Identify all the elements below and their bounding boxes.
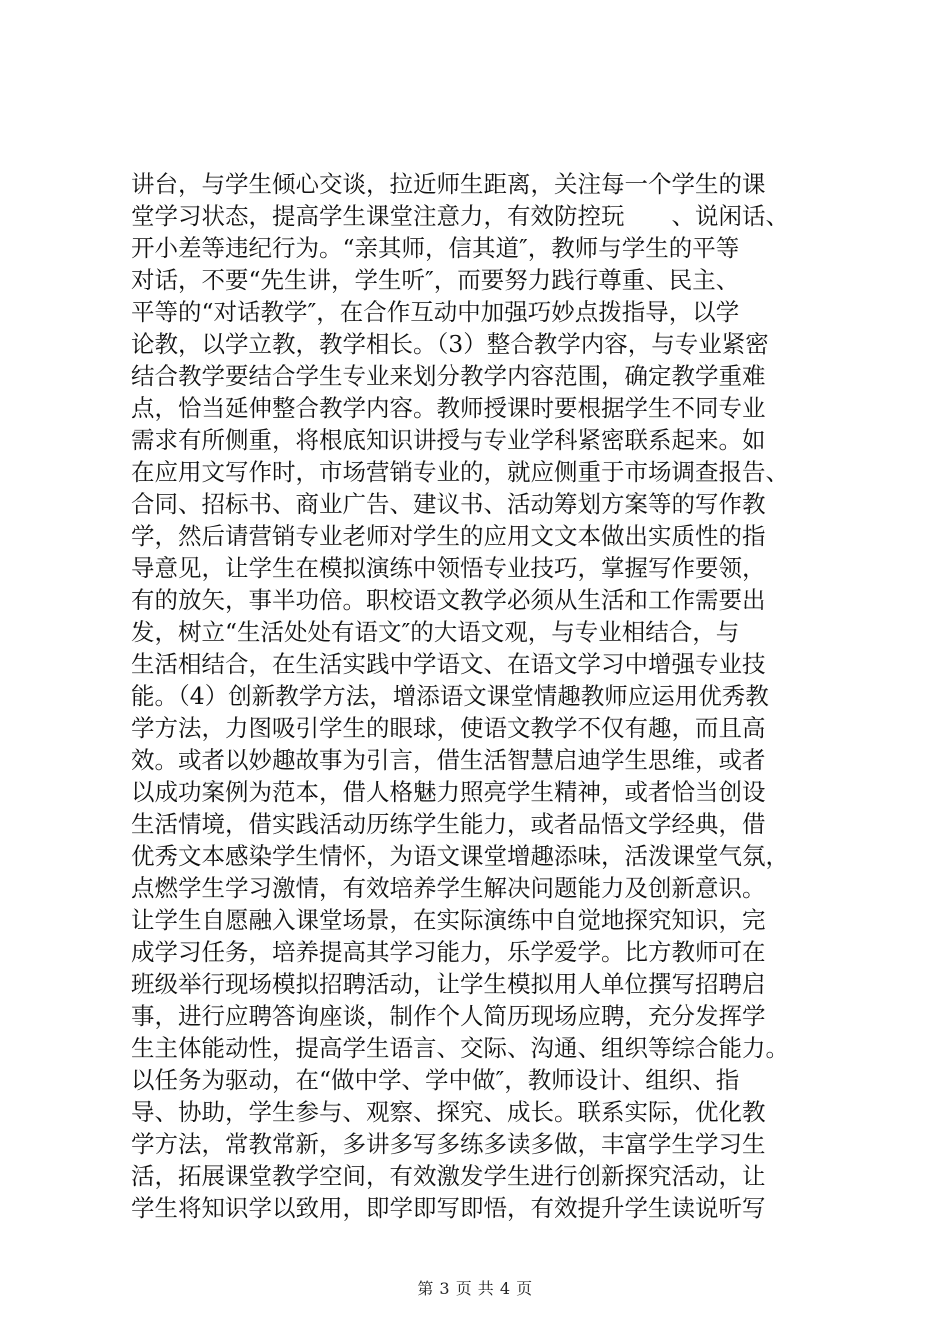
text-line: 有的放矢，事半功倍。职校语文教学必须从生活和工作需要出 xyxy=(131,586,766,614)
text-line: 在应用文写作时，市场营销专业的，就应侧重于市场调查报告、 xyxy=(131,458,789,486)
text-line: 优秀文本感染学生情怀，为语文课堂增趣添味，活泼课堂气氛， xyxy=(131,842,789,870)
text-line: 堂学习状态，提高学生课堂注意力，有效防控玩 、说闲话、 xyxy=(131,202,789,230)
text-line: 学生将知识学以致用，即学即写即悟，有效提升学生读说听写 xyxy=(131,1194,766,1222)
text-line: 合同、招标书、商业广告、建议书、活动筹划方案等的写作教 xyxy=(131,490,766,518)
text-line: 以任务为驱动，在“做中学、学中做″，教师设计、组织、指 xyxy=(131,1066,740,1094)
page-footer: 第 3 页 共 4 页 xyxy=(417,1279,533,1298)
text-line: 论教，以学立教，教学相长。（3）整合教学内容，与专业紧密 xyxy=(131,330,769,358)
text-line: 学方法，力图吸引学生的眼球，使语文教学不仅有趣，而且高 xyxy=(131,714,766,742)
text-line: 让学生自愿融入课堂场景，在实际演练中自觉地探究知识，完 xyxy=(131,906,766,934)
text-line: 平等的“对话教学″，在合作互动中加强巧妙点拨指导，以学 xyxy=(131,298,740,326)
text-line: 需求有所侧重，将根底知识讲授与专业学科紧密联系起来。如 xyxy=(131,426,766,454)
body-text xyxy=(131,168,836,1224)
text-line: 班级举行现场模拟招聘活动，让学生模拟用人单位撰写招聘启 xyxy=(131,970,766,998)
text-line: 事，进行应聘答询座谈，制作个人简历现场应聘，充分发挥学 xyxy=(131,1002,766,1030)
text-line: 成学习任务，培养提高其学习能力，乐学爱学。比方教师可在 xyxy=(131,938,766,966)
text-line: 导意见，让学生在模拟演练中领悟专业技巧，掌握写作要领， xyxy=(131,554,766,582)
text-line: 结合教学要结合学生专业来划分教学内容范围，确定教学重难 xyxy=(131,362,766,390)
text-line: 点燃学生学习激情，有效培养学生解决问题能力及创新意识。 xyxy=(131,874,766,902)
text-line: 能。（4）创新教学方法，增添语文课堂情趣教师应运用优秀教 xyxy=(131,682,769,710)
text-line: 学，然后请营销专业老师对学生的应用文文本做出实质性的指 xyxy=(131,522,766,550)
text-line: 点，恰当延伸整合教学内容。教师授课时要根据学生不同专业 xyxy=(131,394,766,422)
text-line: 生活相结合，在生活实践中学语文、在语文学习中增强专业技 xyxy=(131,650,766,678)
text-line: 发，树立“生活处处有语文″的大语文观，与专业相结合，与 xyxy=(131,618,740,646)
text-line: 开小差等违纪行为。“亲其师，信其道″，教师与学生的平等 xyxy=(131,234,740,262)
text-line: 生主体能动性，提高学生语言、交际、沟通、组织等综合能力。 xyxy=(131,1034,789,1062)
text-line: 导、协助，学生参与、观察、探究、成长。联系实际，优化教 xyxy=(131,1098,766,1126)
text-line: 以成功案例为范本，借人格魅力照亮学生精神，或者恰当创设 xyxy=(131,778,766,806)
text-line: 学方法，常教常新，多讲多写多练多读多做，丰富学生学习生 xyxy=(131,1130,766,1158)
text-line: 讲台，与学生倾心交谈，拉近师生距离，关注每一个学生的课 xyxy=(131,170,766,198)
text-line: 生活情境，借实践活动历练学生能力，或者品悟文学经典，借 xyxy=(131,810,766,838)
text-line: 活，拓展课堂教学空间，有效激发学生进行创新探究活动，让 xyxy=(131,1162,766,1190)
text-line: 效。或者以妙趣故事为引言，借生活智慧启迪学生思维，或者 xyxy=(131,746,766,774)
text-line: 对话，不要“先生讲，学生听″，而要努力践行尊重、民主、 xyxy=(131,266,740,294)
